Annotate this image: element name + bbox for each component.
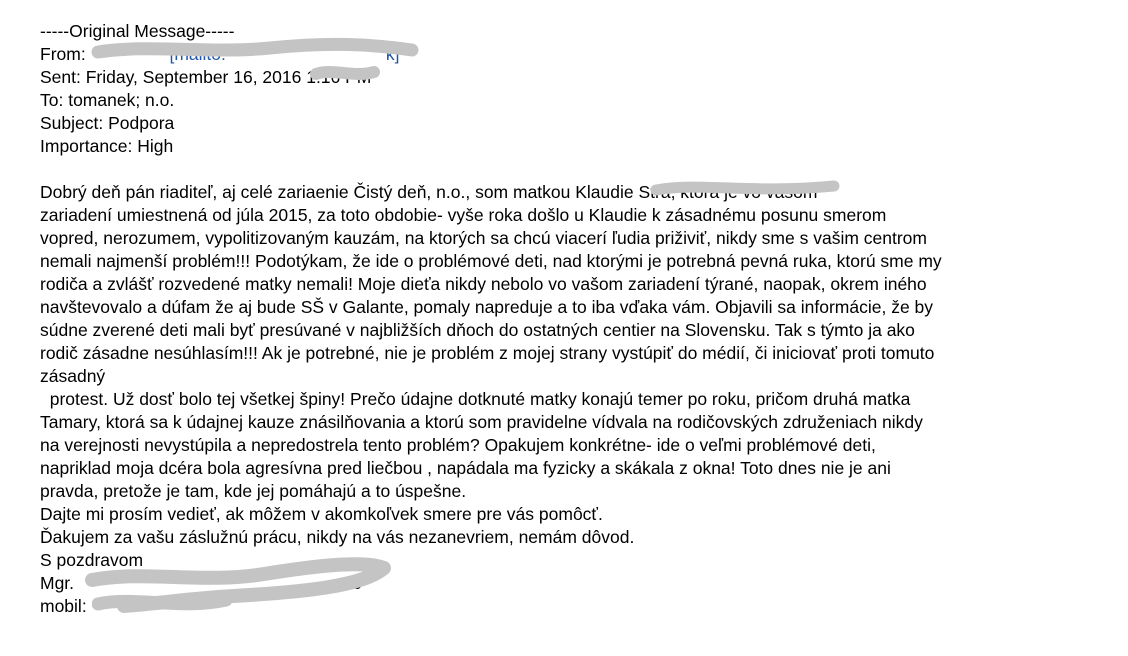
body-line: na verejnosti nevystúpila a nepredostrela tento problém? Opakujem konkrétne- ide o veľmi problémové deti,	[40, 435, 876, 455]
body-line: súdne zverené deti mali byť presúvané v najbližších dňoch do ostatných centier na Slovensku. Tak s týmto ja ako	[40, 320, 915, 340]
body-line: protest. Už dosť bolo tej všetkej špiny! Prečo údajne dotknuté matky konajú temer po roku, pričom druhá matka	[40, 389, 911, 409]
signature-greeting: S pozdravom	[40, 550, 144, 570]
signature-name-prefix: Mgr.	[40, 573, 75, 593]
body-line: Dobrý deň pán riaditeľ, aj celé zariaenie Čistý deň, n.o., som matkou Klaudie Strá, ktorá je vo vašom	[40, 182, 818, 202]
body-line: rodič zásadne nesúhlasím!!! Ak je potrebné, nie je problém z mojej strany vystúpiť do médií, či iniciovať proti tomuto	[40, 343, 935, 363]
subject-line: Subject: Podpora	[40, 113, 175, 133]
body-line: nemali najmenší problém!!! Podotýkam, že ide o problémové deti, nad ktorými je potrebná pevná ruka, ktorú sme my	[40, 251, 942, 271]
importance-line: Importance: High	[40, 136, 174, 156]
from-line	[40, 43, 1100, 66]
body-line: Ďakujem za vašu záslužnú prácu, nikdy na vás nezanevriem, nemám dôvod.	[40, 527, 635, 547]
body-line: zariadení umiestnená od júla 2015, za toto obdobie- vyše roka došlo u Klaudie k zásadnému posunu smerom	[40, 205, 887, 225]
from-link-tail[interactable]: k]	[385, 44, 400, 64]
from-label: From:	[40, 44, 86, 64]
to-line: To: tomanek; n.o.	[40, 90, 175, 110]
signature-name-line	[40, 572, 1100, 595]
body-line: vopred, nerozumem, vypolitizovaným kauzám, na ktorých sa chcú viacerí ľudia priživiť, nikdy sme s vašim centrom	[40, 228, 927, 248]
body-line: napriklad moja dcéra bola agresívna pred liečbou , napádala ma fyzicky a skákala z okna! Toto dnes nie je ani	[40, 458, 891, 478]
signature-mobile-line	[40, 595, 1100, 618]
body-line: navštevovalo a dúfam že aj bude SŠ v Galante, pomaly napreduje a to iba vďaka vám. Objavili sa informácie, že by	[40, 297, 934, 317]
body-line: Dajte mi prosím vedieť, ak môžem v akomkoľvek smere pre vás pomôcť.	[40, 504, 603, 524]
blank-line	[40, 158, 1100, 181]
body-line: Tamary, ktorá sa k údajnej kauze znásilňovania a ktorú som pravidelne vídvala na rodičovských združeniach nikdy	[40, 412, 923, 432]
original-message-header: -----Original Message-----	[40, 21, 235, 41]
from-mailto-link[interactable]: [mailto:	[169, 44, 226, 64]
email-document	[40, 20, 1100, 618]
signature-name-tail: e	[352, 573, 362, 593]
sent-line: Sent: Friday, September 16, 2016 1:16 PM	[40, 67, 372, 87]
body-line: pravda, pretože je tam, kde jej pomáhajú a to úspešne.	[40, 481, 467, 501]
body-line: rodiča a zvlášť rozvedené matky nemali! Moje dieťa nikdy nebolo vo vašom zariadení týrané, naopak, okrem iného	[40, 274, 927, 294]
body-line: zásadný	[40, 366, 106, 386]
mobile-label: mobil:	[40, 596, 87, 616]
